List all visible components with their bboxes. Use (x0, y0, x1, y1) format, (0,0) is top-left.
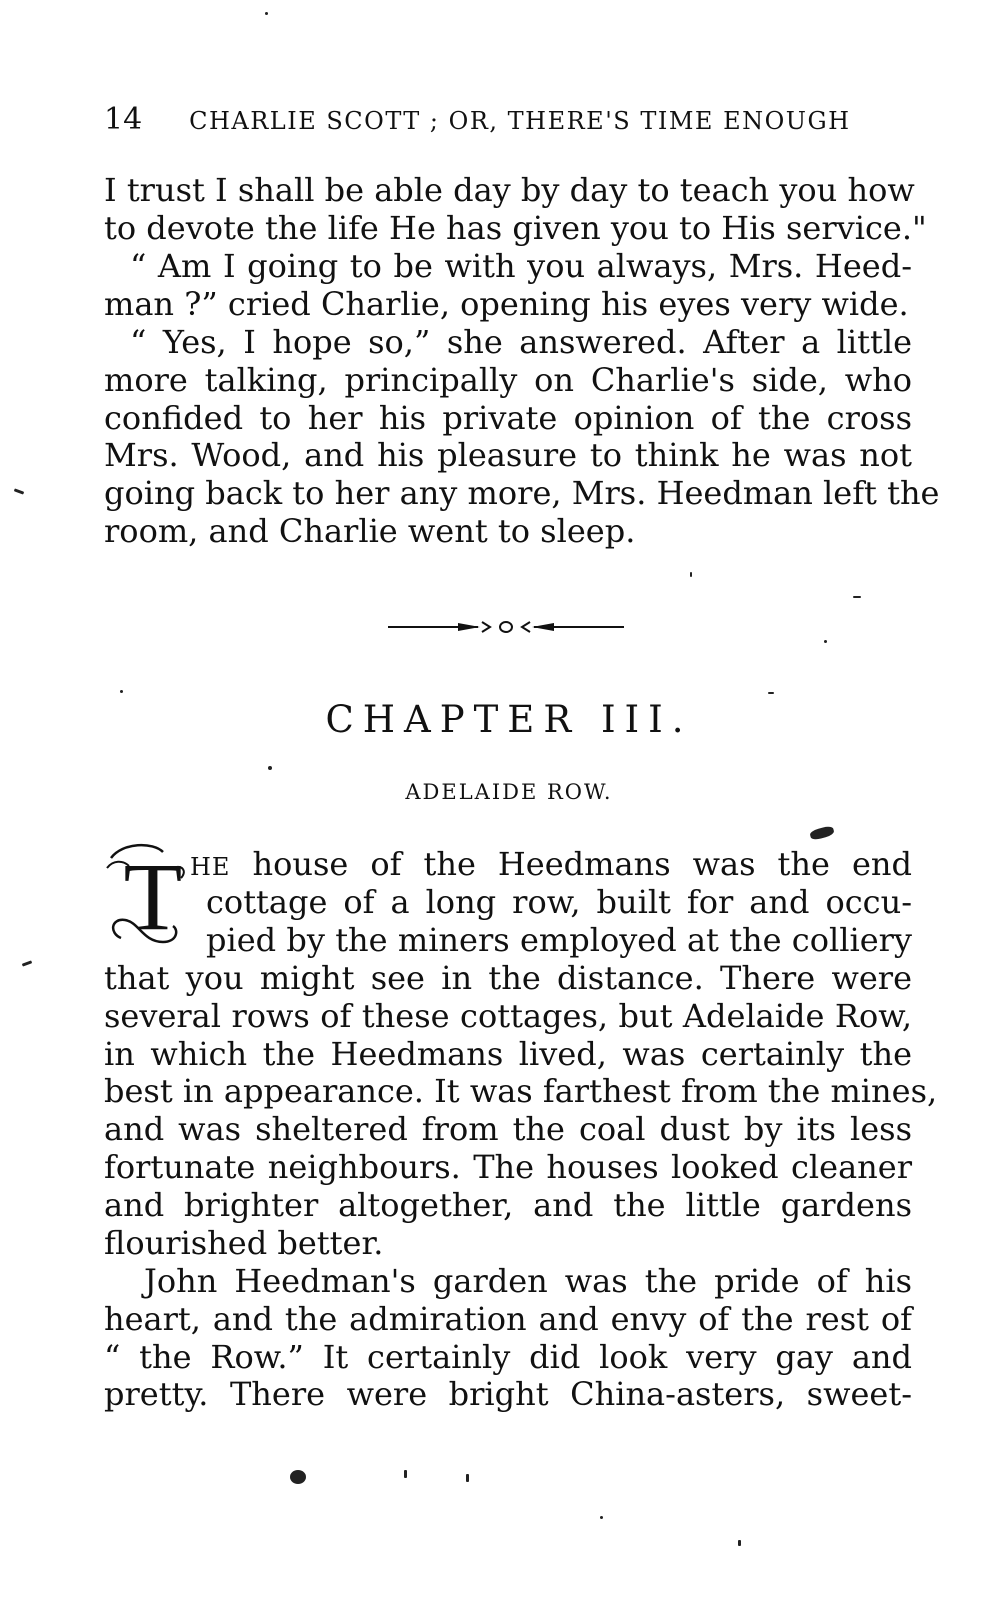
scan-speck (466, 1474, 469, 1482)
scan-speck (690, 572, 692, 577)
text-line: “ Yes, I hope so,” she answered. After a little (130, 323, 912, 361)
text-line: best in appearance. It was farthest from the mines, (104, 1072, 938, 1111)
scan-speck (809, 825, 835, 841)
paragraph-5 (104, 1263, 912, 1414)
paragraph-1 (104, 171, 927, 248)
dropcap-line-1 (190, 845, 913, 887)
first-word-rest: HE (190, 853, 231, 881)
text-line: man ?” cried Charlie, opening his eyes very wide. (104, 284, 909, 323)
scan-speck (268, 766, 272, 770)
dropcap-line-3 (206, 922, 912, 960)
scan-speck (404, 1470, 407, 1478)
page-number: 14 (104, 102, 143, 137)
dropcap-line-2 (206, 884, 912, 922)
text-line: in which the Heedmans lived, was certainly the (104, 1034, 912, 1073)
text-line-rest: house of the Heedmans was the end (252, 845, 913, 883)
scan-speck (14, 488, 24, 494)
paragraph-3 (104, 323, 940, 551)
text-line: John Heedman's garden was the pride of his (144, 1262, 912, 1300)
text-line: cottage of a long row, built for and occu- (206, 883, 912, 921)
text-line: I trust I shall be able day by day to teach you how (104, 171, 915, 209)
text-line: and was sheltered from the coal dust by its less (104, 1110, 912, 1149)
scan-speck (120, 690, 123, 693)
scan-speck (290, 1470, 306, 1484)
text-line: “ Am I going to be with you always, Mrs. Heed- (130, 247, 912, 285)
text-line: confided to her his private opinion of the cross (104, 398, 912, 437)
drop-cap (103, 838, 203, 956)
text-line: “ the Row.” It certainly did look very gay and (104, 1337, 912, 1376)
running-header (104, 100, 924, 140)
text-line: more talking, principally on Charlie's side, who (104, 360, 912, 399)
chapter-title: CHAPTER III. (325, 698, 693, 741)
scan-speck (265, 12, 268, 15)
text-line: and brighter altogether, and the little gardens (104, 1185, 912, 1224)
scan-speck (824, 640, 827, 643)
running-title: CHARLIE SCOTT ; OR, THERE'S TIME ENOUGH (189, 107, 851, 135)
text-line (190, 846, 912, 887)
ornament-divider (388, 617, 624, 637)
text-line: pretty. There were bright China-asters, sweet- (104, 1375, 912, 1414)
text-line: going back to her any more, Mrs. Heedman left the (104, 474, 940, 513)
text-line: that you might see in the distance. There were (104, 959, 912, 997)
text-line: heart, and the admiration and envy of the rest of (104, 1299, 912, 1338)
drop-cap-letter: T (123, 843, 183, 950)
scan-speck (738, 1540, 741, 1546)
scan-speck (600, 1516, 603, 1519)
scan-speck (768, 692, 774, 694)
text-line: pied by the miners employed at the colliery (206, 921, 912, 959)
scan-speck (853, 596, 861, 598)
text-line: room, and Charlie went to sleep. (104, 511, 636, 550)
text-line: Mrs. Wood, and his pleasure to think he was not (104, 436, 912, 475)
paragraph-4 (104, 959, 938, 1262)
text-line: flourished better. (104, 1223, 384, 1262)
scan-speck (22, 960, 32, 966)
paragraph-2 (104, 248, 912, 324)
text-line: several rows of these cottages, but Adelaide Row, (104, 996, 912, 1035)
text-line: to devote the life He has given you to His service." (104, 208, 927, 247)
chapter-subtitle: ADELAIDE ROW. (405, 780, 613, 804)
text-line: fortunate neighbours. The houses looked cleaner (104, 1147, 912, 1186)
